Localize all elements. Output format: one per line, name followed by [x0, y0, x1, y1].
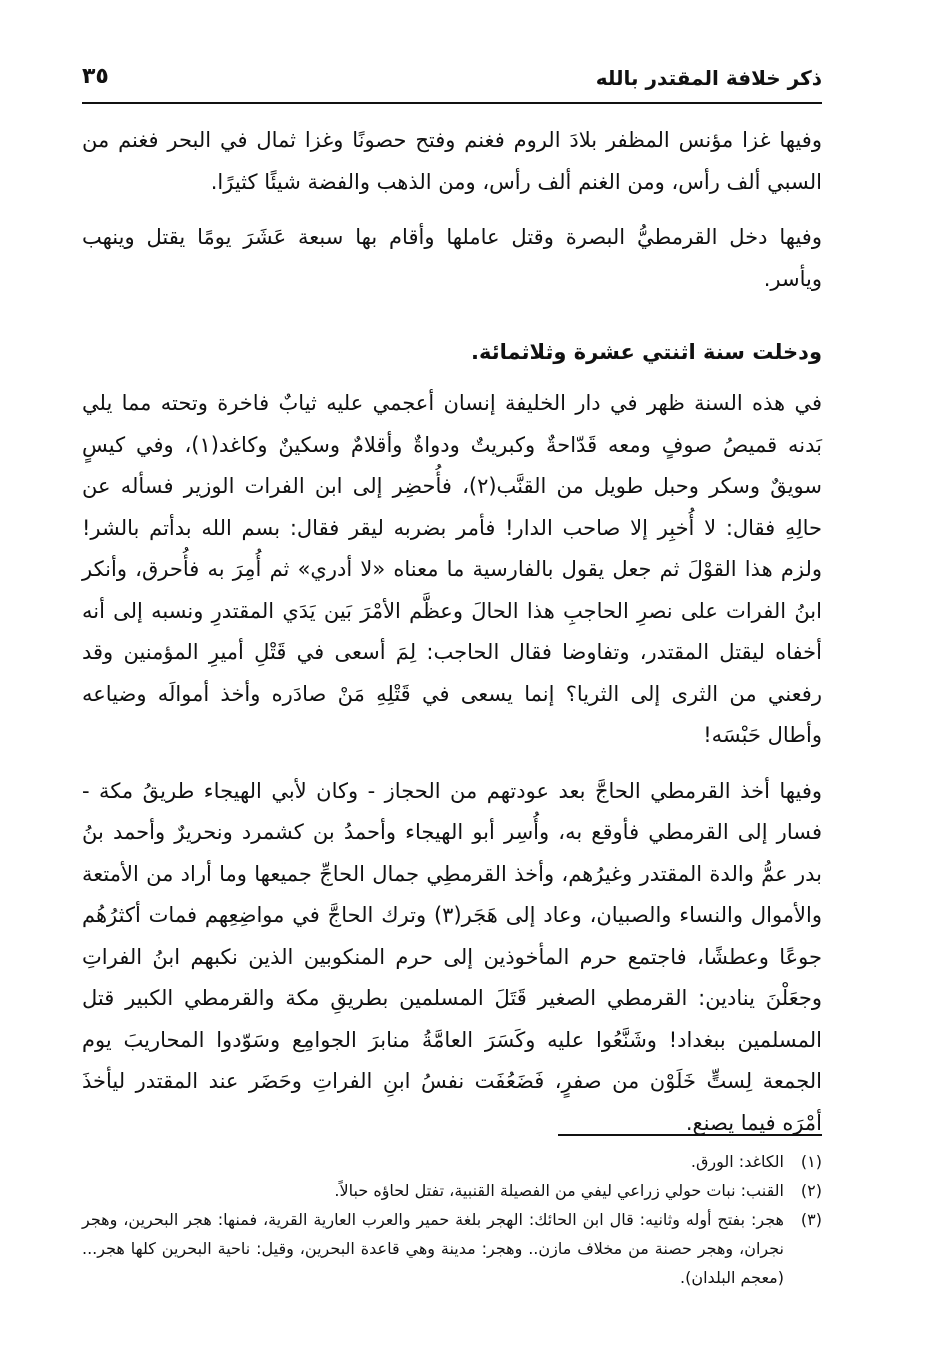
paragraph-pilgrims-attack: وفيها أخذ القرمطي الحاجَّ بعد عودتهم من الحجاز - وكان لأبي الهيجاء طريقُ مكة - فسار إلى القرمطي فأوقع به، وأُسِر أبو الهيجاء وأحمدُ بن كشمرد ونحريرٌ وأحمد بنُ بدر عمُّ والدة المقتدر وغيرُهم، وأخذ القرمطِي جمال الحاجِّ جميعها وما أراد من الأمتعة والأموال والنساء والصبيان، وعاد إلى هَجَر(٣) وترك الحاجَّ في مواضِعِهم فمات أكثرُهُم جوعًا وعطشًا، فاجتمع حرم المأخوذين إلى حرم المنكوبين الذين نكبهم ابنُ الفراتِ وجعَلْنَ ينادين: القرمطي الصغير قَتَلَ المسلمين بطريقِ مكة والقرمطي الكبير قتل المسلمين ببغداد! وشَنَّعُوا عليه وكَسَرَ العامَّةُ منابرَ الجوامِع وسَوّدوا المحاريبَ يوم الجمعة لِستٍّ خَلَوْن من صفرٍ، فَضَعُفَت نفسُ ابنِ الفراتِ وحَضَر عند المقتدر ليأخذَ أمْرَه فيما يصنع.	[82, 778, 822, 1135]
footnote-text: القنب: نبات حولي زراعي ليفي من الفصيلة القنبية، تفتل لحاؤه حبالاً.	[334, 1181, 784, 1200]
section-heading-year-312: ودخلت سنة اثنتي عشرة وثلاثمائة.	[471, 340, 822, 364]
footnote-text: هجر: بفتح أوله وثانيه: قال ابن الحائك: الهجر بلغة حمير والعرب العارية القرية، فمنها: هجر البحرين، وهجر نجران، وهجر حصنة من مخلاف مازن.. وهجر: مدينة وهي قاعدة البحرين، وقيل: ناحية البحرين كلها هجر... (معجم البلدان).	[82, 1210, 784, 1287]
footnote-number: (٢)	[800, 1181, 822, 1200]
paragraph-foreigner-incident: في هذه السنة ظهر في دار الخليفة إنسان أعجمي عليه ثيابٌ فاخرة وتحته مما يلي بَدنه قميصُ صوفٍ ومعه قَدّاحةٌ وكبريتٌ ودواةٌ وأقلامٌ وسكينٌ وكاغد(١)، وفي كيسٍ سويقٌ وسكر وحبل طويل من القنَّب(٢)، فأُحضِر إلى ابن الفرات الوزير فسأله عن حالِهِ فقال: لا أُخبِر إلا صاحب الدار! فأمر بضربه ليقر فقال: بسم الله بدأتم بالشر! ولزم هذا القوْلَ ثم جعل يقول بالفارسية ما معناه «لا أدري» ثم أُمِرَ به فأُحرق، وأنكر ابنُ الفرات على نصرِ الحاجبِ هذا الحالَ وعظَّم الأمْرَ بَين يَدَي المقتدرِ ونسبه إلى أنه أخفاه ليقتل المقتدر، وتفاوضا فقال الحاجب: لِمَ أسعى في قَتْلِ أميرِ المؤمنين وقد رفعني من الثرى إلى الثريا؟ إنما يسعى في قَتْلِهِ مَنْ صادَره وأخذ أموالَه وضياعه وأطال حَبْسَه!	[82, 391, 822, 747]
paragraph-munis-raid: وفيها غزا مؤنس المظفر بلادَ الروم فغنم وفتح حصونًا وغزا ثمال في البحر فغنم من السبي ألف رأس، ومن الغنم ألف رأس، ومن الذهب والفضة شيئًا كثيرًا.	[82, 128, 822, 194]
footnote-number: (١)	[800, 1152, 822, 1171]
running-title: ذكر خلافة المقتدر بالله	[595, 66, 822, 90]
page-header	[82, 60, 822, 104]
footnote-item	[82, 1176, 822, 1205]
main-text	[82, 120, 822, 1144]
footnote-separator	[558, 1134, 822, 1136]
footnote-item	[82, 1147, 822, 1176]
footnote-text: الكاغد: الورق.	[690, 1152, 784, 1171]
footnotes	[82, 1147, 822, 1292]
paragraph-qarmati-basra: وفيها دخل القرمطيُّ البصرة وقتل عاملها وأقام بها سبعة عَشَرَ يومًا يقتل وينهب ويأسر.	[82, 225, 822, 291]
footnote-number: (٣)	[800, 1210, 822, 1229]
page-number: ٣٥	[82, 64, 109, 89]
footnote-item	[82, 1205, 822, 1292]
